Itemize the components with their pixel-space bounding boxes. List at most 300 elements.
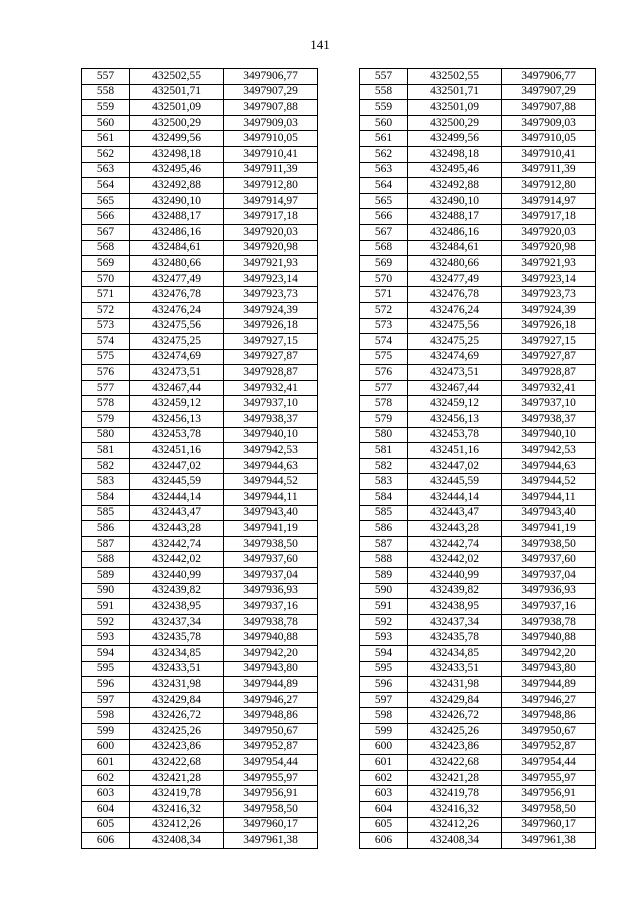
- right-point-number-cell: 578: [360, 396, 408, 412]
- right-x-coordinate-cell: 432475,56: [408, 318, 502, 334]
- right-point-number-cell: 587: [360, 536, 408, 552]
- right-x-coordinate-cell: 432484,61: [408, 240, 502, 256]
- right-y-coordinate-cell: 3497943,80: [502, 661, 596, 677]
- right-x-coordinate-cell: 432408,34: [408, 833, 502, 849]
- right-x-coordinate-cell: 432442,74: [408, 536, 502, 552]
- right-point-number-cell: 579: [360, 412, 408, 428]
- left-point-number-cell: 574: [82, 334, 130, 350]
- right-x-coordinate-cell: 432445,59: [408, 474, 502, 490]
- left-y-coordinate-cell: 3497944,63: [224, 458, 318, 474]
- right-y-coordinate-cell: 3497944,63: [502, 458, 596, 474]
- table-row: [82, 380, 596, 396]
- left-point-number-cell: 604: [82, 801, 130, 817]
- right-x-coordinate-cell: 432419,78: [408, 786, 502, 802]
- right-x-coordinate-cell: 432467,44: [408, 380, 502, 396]
- right-y-coordinate-cell: 3497912,80: [502, 178, 596, 194]
- left-x-coordinate-cell: 432435,78: [130, 630, 224, 646]
- column-gap: [318, 536, 360, 552]
- right-point-number-cell: 588: [360, 552, 408, 568]
- right-point-number-cell: 565: [360, 193, 408, 209]
- table-row: [82, 505, 596, 521]
- left-y-coordinate-cell: 3497928,87: [224, 365, 318, 381]
- column-gap: [318, 786, 360, 802]
- table-row: [82, 443, 596, 459]
- right-point-number-cell: 576: [360, 365, 408, 381]
- column-gap: [318, 271, 360, 287]
- left-point-number-cell: 603: [82, 786, 130, 802]
- right-y-coordinate-cell: 3497932,41: [502, 380, 596, 396]
- column-gap: [318, 801, 360, 817]
- right-y-coordinate-cell: 3497940,10: [502, 427, 596, 443]
- right-x-coordinate-cell: 432501,71: [408, 84, 502, 100]
- right-x-coordinate-cell: 432426,72: [408, 708, 502, 724]
- table-row: [82, 521, 596, 537]
- left-y-coordinate-cell: 3497923,14: [224, 271, 318, 287]
- left-x-coordinate-cell: 432492,88: [130, 178, 224, 194]
- table-row: [82, 677, 596, 693]
- right-point-number-cell: 606: [360, 833, 408, 849]
- column-gap: [318, 599, 360, 615]
- left-y-coordinate-cell: 3497927,87: [224, 349, 318, 365]
- table-row: [82, 817, 596, 833]
- left-x-coordinate-cell: 432442,74: [130, 536, 224, 552]
- right-point-number-cell: 590: [360, 583, 408, 599]
- right-point-number-cell: 574: [360, 334, 408, 350]
- left-point-number-cell: 577: [82, 380, 130, 396]
- left-point-number-cell: 558: [82, 84, 130, 100]
- left-x-coordinate-cell: 432451,16: [130, 443, 224, 459]
- right-x-coordinate-cell: 432499,56: [408, 131, 502, 147]
- right-y-coordinate-cell: 3497942,53: [502, 443, 596, 459]
- left-y-coordinate-cell: 3497921,93: [224, 256, 318, 272]
- left-x-coordinate-cell: 432488,17: [130, 209, 224, 225]
- table-row: [82, 162, 596, 178]
- right-point-number-cell: 585: [360, 505, 408, 521]
- left-y-coordinate-cell: 3497937,04: [224, 568, 318, 584]
- left-x-coordinate-cell: 432499,56: [130, 131, 224, 147]
- left-point-number-cell: 583: [82, 474, 130, 490]
- right-x-coordinate-cell: 432456,13: [408, 412, 502, 428]
- column-gap: [318, 349, 360, 365]
- coordinates-table-body: [82, 69, 596, 849]
- right-y-coordinate-cell: 3497937,04: [502, 568, 596, 584]
- left-y-coordinate-cell: 3497943,80: [224, 661, 318, 677]
- column-gap: [318, 69, 360, 85]
- left-point-number-cell: 582: [82, 458, 130, 474]
- right-x-coordinate-cell: 432425,26: [408, 723, 502, 739]
- right-y-coordinate-cell: 3497938,78: [502, 614, 596, 630]
- left-point-number-cell: 569: [82, 256, 130, 272]
- right-point-number-cell: 558: [360, 84, 408, 100]
- right-y-coordinate-cell: 3497955,97: [502, 770, 596, 786]
- column-gap: [318, 427, 360, 443]
- left-point-number-cell: 600: [82, 739, 130, 755]
- left-y-coordinate-cell: 3497909,03: [224, 115, 318, 131]
- table-row: [82, 692, 596, 708]
- right-point-number-cell: 603: [360, 786, 408, 802]
- left-y-coordinate-cell: 3497910,41: [224, 146, 318, 162]
- right-y-coordinate-cell: 3497948,86: [502, 708, 596, 724]
- right-x-coordinate-cell: 432477,49: [408, 271, 502, 287]
- column-gap: [318, 568, 360, 584]
- right-point-number-cell: 584: [360, 490, 408, 506]
- left-y-coordinate-cell: 3497944,11: [224, 490, 318, 506]
- left-point-number-cell: 589: [82, 568, 130, 584]
- right-point-number-cell: 604: [360, 801, 408, 817]
- right-point-number-cell: 602: [360, 770, 408, 786]
- right-y-coordinate-cell: 3497924,39: [502, 302, 596, 318]
- right-point-number-cell: 596: [360, 677, 408, 693]
- table-row: [82, 427, 596, 443]
- right-x-coordinate-cell: 432475,25: [408, 334, 502, 350]
- table-row: [82, 224, 596, 240]
- left-point-number-cell: 599: [82, 723, 130, 739]
- table-row: [82, 770, 596, 786]
- left-point-number-cell: 580: [82, 427, 130, 443]
- right-x-coordinate-cell: 432476,24: [408, 302, 502, 318]
- left-y-coordinate-cell: 3497906,77: [224, 69, 318, 85]
- right-x-coordinate-cell: 432453,78: [408, 427, 502, 443]
- right-y-coordinate-cell: 3497928,87: [502, 365, 596, 381]
- right-point-number-cell: 575: [360, 349, 408, 365]
- column-gap: [318, 723, 360, 739]
- left-x-coordinate-cell: 432434,85: [130, 645, 224, 661]
- column-gap: [318, 224, 360, 240]
- right-y-coordinate-cell: 3497920,98: [502, 240, 596, 256]
- left-point-number-cell: 586: [82, 521, 130, 537]
- right-y-coordinate-cell: 3497920,03: [502, 224, 596, 240]
- left-point-number-cell: 597: [82, 692, 130, 708]
- table-row: [82, 240, 596, 256]
- right-y-coordinate-cell: 3497938,37: [502, 412, 596, 428]
- table-row: [82, 490, 596, 506]
- left-y-coordinate-cell: 3497940,10: [224, 427, 318, 443]
- right-y-coordinate-cell: 3497907,88: [502, 100, 596, 116]
- right-x-coordinate-cell: 432440,99: [408, 568, 502, 584]
- right-y-coordinate-cell: 3497906,77: [502, 69, 596, 85]
- column-gap: [318, 209, 360, 225]
- left-x-coordinate-cell: 432473,51: [130, 365, 224, 381]
- left-point-number-cell: 592: [82, 614, 130, 630]
- right-point-number-cell: 580: [360, 427, 408, 443]
- right-y-coordinate-cell: 3497938,50: [502, 536, 596, 552]
- column-gap: [318, 162, 360, 178]
- left-y-coordinate-cell: 3497932,41: [224, 380, 318, 396]
- table-row: [82, 833, 596, 849]
- table-row: [82, 318, 596, 334]
- left-x-coordinate-cell: 432425,26: [130, 723, 224, 739]
- left-point-number-cell: 575: [82, 349, 130, 365]
- left-point-number-cell: 578: [82, 396, 130, 412]
- right-x-coordinate-cell: 432492,88: [408, 178, 502, 194]
- left-x-coordinate-cell: 432476,24: [130, 302, 224, 318]
- right-point-number-cell: 572: [360, 302, 408, 318]
- table-row: [82, 349, 596, 365]
- right-x-coordinate-cell: 432443,47: [408, 505, 502, 521]
- left-y-coordinate-cell: 3497941,19: [224, 521, 318, 537]
- right-point-number-cell: 577: [360, 380, 408, 396]
- right-point-number-cell: 599: [360, 723, 408, 739]
- column-gap: [318, 443, 360, 459]
- right-x-coordinate-cell: 432495,46: [408, 162, 502, 178]
- column-gap: [318, 708, 360, 724]
- column-gap: [318, 583, 360, 599]
- column-gap: [318, 677, 360, 693]
- table-row: [82, 412, 596, 428]
- left-y-coordinate-cell: 3497923,73: [224, 287, 318, 303]
- left-x-coordinate-cell: 432431,98: [130, 677, 224, 693]
- left-x-coordinate-cell: 432459,12: [130, 396, 224, 412]
- column-gap: [318, 334, 360, 350]
- left-x-coordinate-cell: 432438,95: [130, 599, 224, 615]
- left-y-coordinate-cell: 3497938,37: [224, 412, 318, 428]
- left-y-coordinate-cell: 3497948,86: [224, 708, 318, 724]
- right-x-coordinate-cell: 432438,95: [408, 599, 502, 615]
- left-x-coordinate-cell: 432433,51: [130, 661, 224, 677]
- left-y-coordinate-cell: 3497961,38: [224, 833, 318, 849]
- right-x-coordinate-cell: 432500,29: [408, 115, 502, 131]
- left-point-number-cell: 565: [82, 193, 130, 209]
- column-gap: [318, 552, 360, 568]
- table-row: [82, 146, 596, 162]
- left-x-coordinate-cell: 432486,16: [130, 224, 224, 240]
- right-x-coordinate-cell: 432480,66: [408, 256, 502, 272]
- right-y-coordinate-cell: 3497909,03: [502, 115, 596, 131]
- column-gap: [318, 661, 360, 677]
- column-gap: [318, 256, 360, 272]
- left-y-coordinate-cell: 3497917,18: [224, 209, 318, 225]
- left-y-coordinate-cell: 3497942,20: [224, 645, 318, 661]
- left-y-coordinate-cell: 3497958,50: [224, 801, 318, 817]
- left-x-coordinate-cell: 432429,84: [130, 692, 224, 708]
- column-gap: [318, 178, 360, 194]
- left-y-coordinate-cell: 3497938,78: [224, 614, 318, 630]
- table-row: [82, 287, 596, 303]
- right-point-number-cell: 594: [360, 645, 408, 661]
- right-y-coordinate-cell: 3497960,17: [502, 817, 596, 833]
- left-y-coordinate-cell: 3497937,60: [224, 552, 318, 568]
- right-y-coordinate-cell: 3497954,44: [502, 755, 596, 771]
- left-x-coordinate-cell: 432495,46: [130, 162, 224, 178]
- right-y-coordinate-cell: 3497923,14: [502, 271, 596, 287]
- left-x-coordinate-cell: 432498,18: [130, 146, 224, 162]
- right-point-number-cell: 581: [360, 443, 408, 459]
- right-point-number-cell: 593: [360, 630, 408, 646]
- column-gap: [318, 521, 360, 537]
- table-row: [82, 396, 596, 412]
- right-point-number-cell: 591: [360, 599, 408, 615]
- right-x-coordinate-cell: 432443,28: [408, 521, 502, 537]
- right-point-number-cell: 557: [360, 69, 408, 85]
- left-y-coordinate-cell: 3497944,52: [224, 474, 318, 490]
- right-x-coordinate-cell: 432451,16: [408, 443, 502, 459]
- right-y-coordinate-cell: 3497941,19: [502, 521, 596, 537]
- left-point-number-cell: 606: [82, 833, 130, 849]
- right-point-number-cell: 569: [360, 256, 408, 272]
- left-y-coordinate-cell: 3497907,29: [224, 84, 318, 100]
- column-gap: [318, 396, 360, 412]
- left-y-coordinate-cell: 3497940,88: [224, 630, 318, 646]
- table-row: [82, 178, 596, 194]
- left-point-number-cell: 560: [82, 115, 130, 131]
- left-point-number-cell: 561: [82, 131, 130, 147]
- right-x-coordinate-cell: 432435,78: [408, 630, 502, 646]
- right-y-coordinate-cell: 3497911,39: [502, 162, 596, 178]
- right-point-number-cell: 563: [360, 162, 408, 178]
- column-gap: [318, 84, 360, 100]
- left-y-coordinate-cell: 3497937,16: [224, 599, 318, 615]
- right-y-coordinate-cell: 3497946,27: [502, 692, 596, 708]
- left-x-coordinate-cell: 432484,61: [130, 240, 224, 256]
- right-point-number-cell: 583: [360, 474, 408, 490]
- column-gap: [318, 146, 360, 162]
- table-row: [82, 115, 596, 131]
- left-y-coordinate-cell: 3497956,91: [224, 786, 318, 802]
- left-point-number-cell: 596: [82, 677, 130, 693]
- left-x-coordinate-cell: 432447,02: [130, 458, 224, 474]
- column-gap: [318, 412, 360, 428]
- left-x-coordinate-cell: 432412,26: [130, 817, 224, 833]
- table-row: [82, 458, 596, 474]
- left-x-coordinate-cell: 432443,47: [130, 505, 224, 521]
- table-row: [82, 334, 596, 350]
- table-row: [82, 786, 596, 802]
- table-row: [82, 69, 596, 85]
- right-x-coordinate-cell: 432502,55: [408, 69, 502, 85]
- right-point-number-cell: 566: [360, 209, 408, 225]
- right-y-coordinate-cell: 3497958,50: [502, 801, 596, 817]
- right-y-coordinate-cell: 3497914,97: [502, 193, 596, 209]
- column-gap: [318, 692, 360, 708]
- left-x-coordinate-cell: 432443,28: [130, 521, 224, 537]
- right-y-coordinate-cell: 3497961,38: [502, 833, 596, 849]
- table-row: [82, 256, 596, 272]
- left-y-coordinate-cell: 3497936,93: [224, 583, 318, 599]
- left-x-coordinate-cell: 432421,28: [130, 770, 224, 786]
- left-y-coordinate-cell: 3497952,87: [224, 739, 318, 755]
- left-y-coordinate-cell: 3497914,97: [224, 193, 318, 209]
- table-row: [82, 739, 596, 755]
- table-row: [82, 193, 596, 209]
- left-x-coordinate-cell: 432490,10: [130, 193, 224, 209]
- right-x-coordinate-cell: 432421,28: [408, 770, 502, 786]
- table-row: [82, 131, 596, 147]
- table-row: [82, 630, 596, 646]
- column-gap: [318, 193, 360, 209]
- right-x-coordinate-cell: 432416,32: [408, 801, 502, 817]
- left-point-number-cell: 562: [82, 146, 130, 162]
- right-x-coordinate-cell: 432412,26: [408, 817, 502, 833]
- left-y-coordinate-cell: 3497960,17: [224, 817, 318, 833]
- left-x-coordinate-cell: 432408,34: [130, 833, 224, 849]
- table-row: [82, 552, 596, 568]
- left-x-coordinate-cell: 432476,78: [130, 287, 224, 303]
- left-x-coordinate-cell: 432419,78: [130, 786, 224, 802]
- right-y-coordinate-cell: 3497944,11: [502, 490, 596, 506]
- left-x-coordinate-cell: 432467,44: [130, 380, 224, 396]
- right-y-coordinate-cell: 3497952,87: [502, 739, 596, 755]
- column-gap: [318, 755, 360, 771]
- left-y-coordinate-cell: 3497920,03: [224, 224, 318, 240]
- left-point-number-cell: 568: [82, 240, 130, 256]
- column-gap: [318, 739, 360, 755]
- right-x-coordinate-cell: 432442,02: [408, 552, 502, 568]
- left-point-number-cell: 571: [82, 287, 130, 303]
- column-gap: [318, 458, 360, 474]
- table-row: [82, 209, 596, 225]
- table-row: [82, 708, 596, 724]
- left-point-number-cell: 572: [82, 302, 130, 318]
- right-x-coordinate-cell: 432429,84: [408, 692, 502, 708]
- right-y-coordinate-cell: 3497940,88: [502, 630, 596, 646]
- left-y-coordinate-cell: 3497911,39: [224, 162, 318, 178]
- column-gap: [318, 365, 360, 381]
- left-point-number-cell: 584: [82, 490, 130, 506]
- left-point-number-cell: 595: [82, 661, 130, 677]
- left-y-coordinate-cell: 3497955,97: [224, 770, 318, 786]
- left-x-coordinate-cell: 432477,49: [130, 271, 224, 287]
- left-point-number-cell: 593: [82, 630, 130, 646]
- left-y-coordinate-cell: 3497924,39: [224, 302, 318, 318]
- column-gap: [318, 817, 360, 833]
- left-point-number-cell: 557: [82, 69, 130, 85]
- left-x-coordinate-cell: 432439,82: [130, 583, 224, 599]
- left-point-number-cell: 566: [82, 209, 130, 225]
- left-y-coordinate-cell: 3497926,18: [224, 318, 318, 334]
- right-point-number-cell: 600: [360, 739, 408, 755]
- right-x-coordinate-cell: 432423,86: [408, 739, 502, 755]
- left-x-coordinate-cell: 432480,66: [130, 256, 224, 272]
- table-row: [82, 583, 596, 599]
- right-point-number-cell: 560: [360, 115, 408, 131]
- right-point-number-cell: 586: [360, 521, 408, 537]
- left-x-coordinate-cell: 432416,32: [130, 801, 224, 817]
- right-point-number-cell: 561: [360, 131, 408, 147]
- table-row: [82, 723, 596, 739]
- column-gap: [318, 100, 360, 116]
- column-gap: [318, 833, 360, 849]
- left-point-number-cell: 576: [82, 365, 130, 381]
- left-y-coordinate-cell: 3497954,44: [224, 755, 318, 771]
- column-gap: [318, 474, 360, 490]
- left-y-coordinate-cell: 3497943,40: [224, 505, 318, 521]
- right-y-coordinate-cell: 3497950,67: [502, 723, 596, 739]
- right-y-coordinate-cell: 3497937,16: [502, 599, 596, 615]
- table-row: [82, 614, 596, 630]
- left-point-number-cell: 598: [82, 708, 130, 724]
- column-gap: [318, 131, 360, 147]
- right-point-number-cell: 562: [360, 146, 408, 162]
- left-x-coordinate-cell: 432453,78: [130, 427, 224, 443]
- left-x-coordinate-cell: 432475,56: [130, 318, 224, 334]
- table-row: [82, 84, 596, 100]
- table-row: [82, 536, 596, 552]
- right-y-coordinate-cell: 3497907,29: [502, 84, 596, 100]
- right-x-coordinate-cell: 432431,98: [408, 677, 502, 693]
- right-x-coordinate-cell: 432486,16: [408, 224, 502, 240]
- left-y-coordinate-cell: 3497910,05: [224, 131, 318, 147]
- left-x-coordinate-cell: 432437,34: [130, 614, 224, 630]
- left-x-coordinate-cell: 432475,25: [130, 334, 224, 350]
- right-x-coordinate-cell: 432474,69: [408, 349, 502, 365]
- right-x-coordinate-cell: 432437,34: [408, 614, 502, 630]
- right-x-coordinate-cell: 432473,51: [408, 365, 502, 381]
- right-y-coordinate-cell: 3497921,93: [502, 256, 596, 272]
- table-row: [82, 365, 596, 381]
- left-point-number-cell: 588: [82, 552, 130, 568]
- left-y-coordinate-cell: 3497912,80: [224, 178, 318, 194]
- right-point-number-cell: 568: [360, 240, 408, 256]
